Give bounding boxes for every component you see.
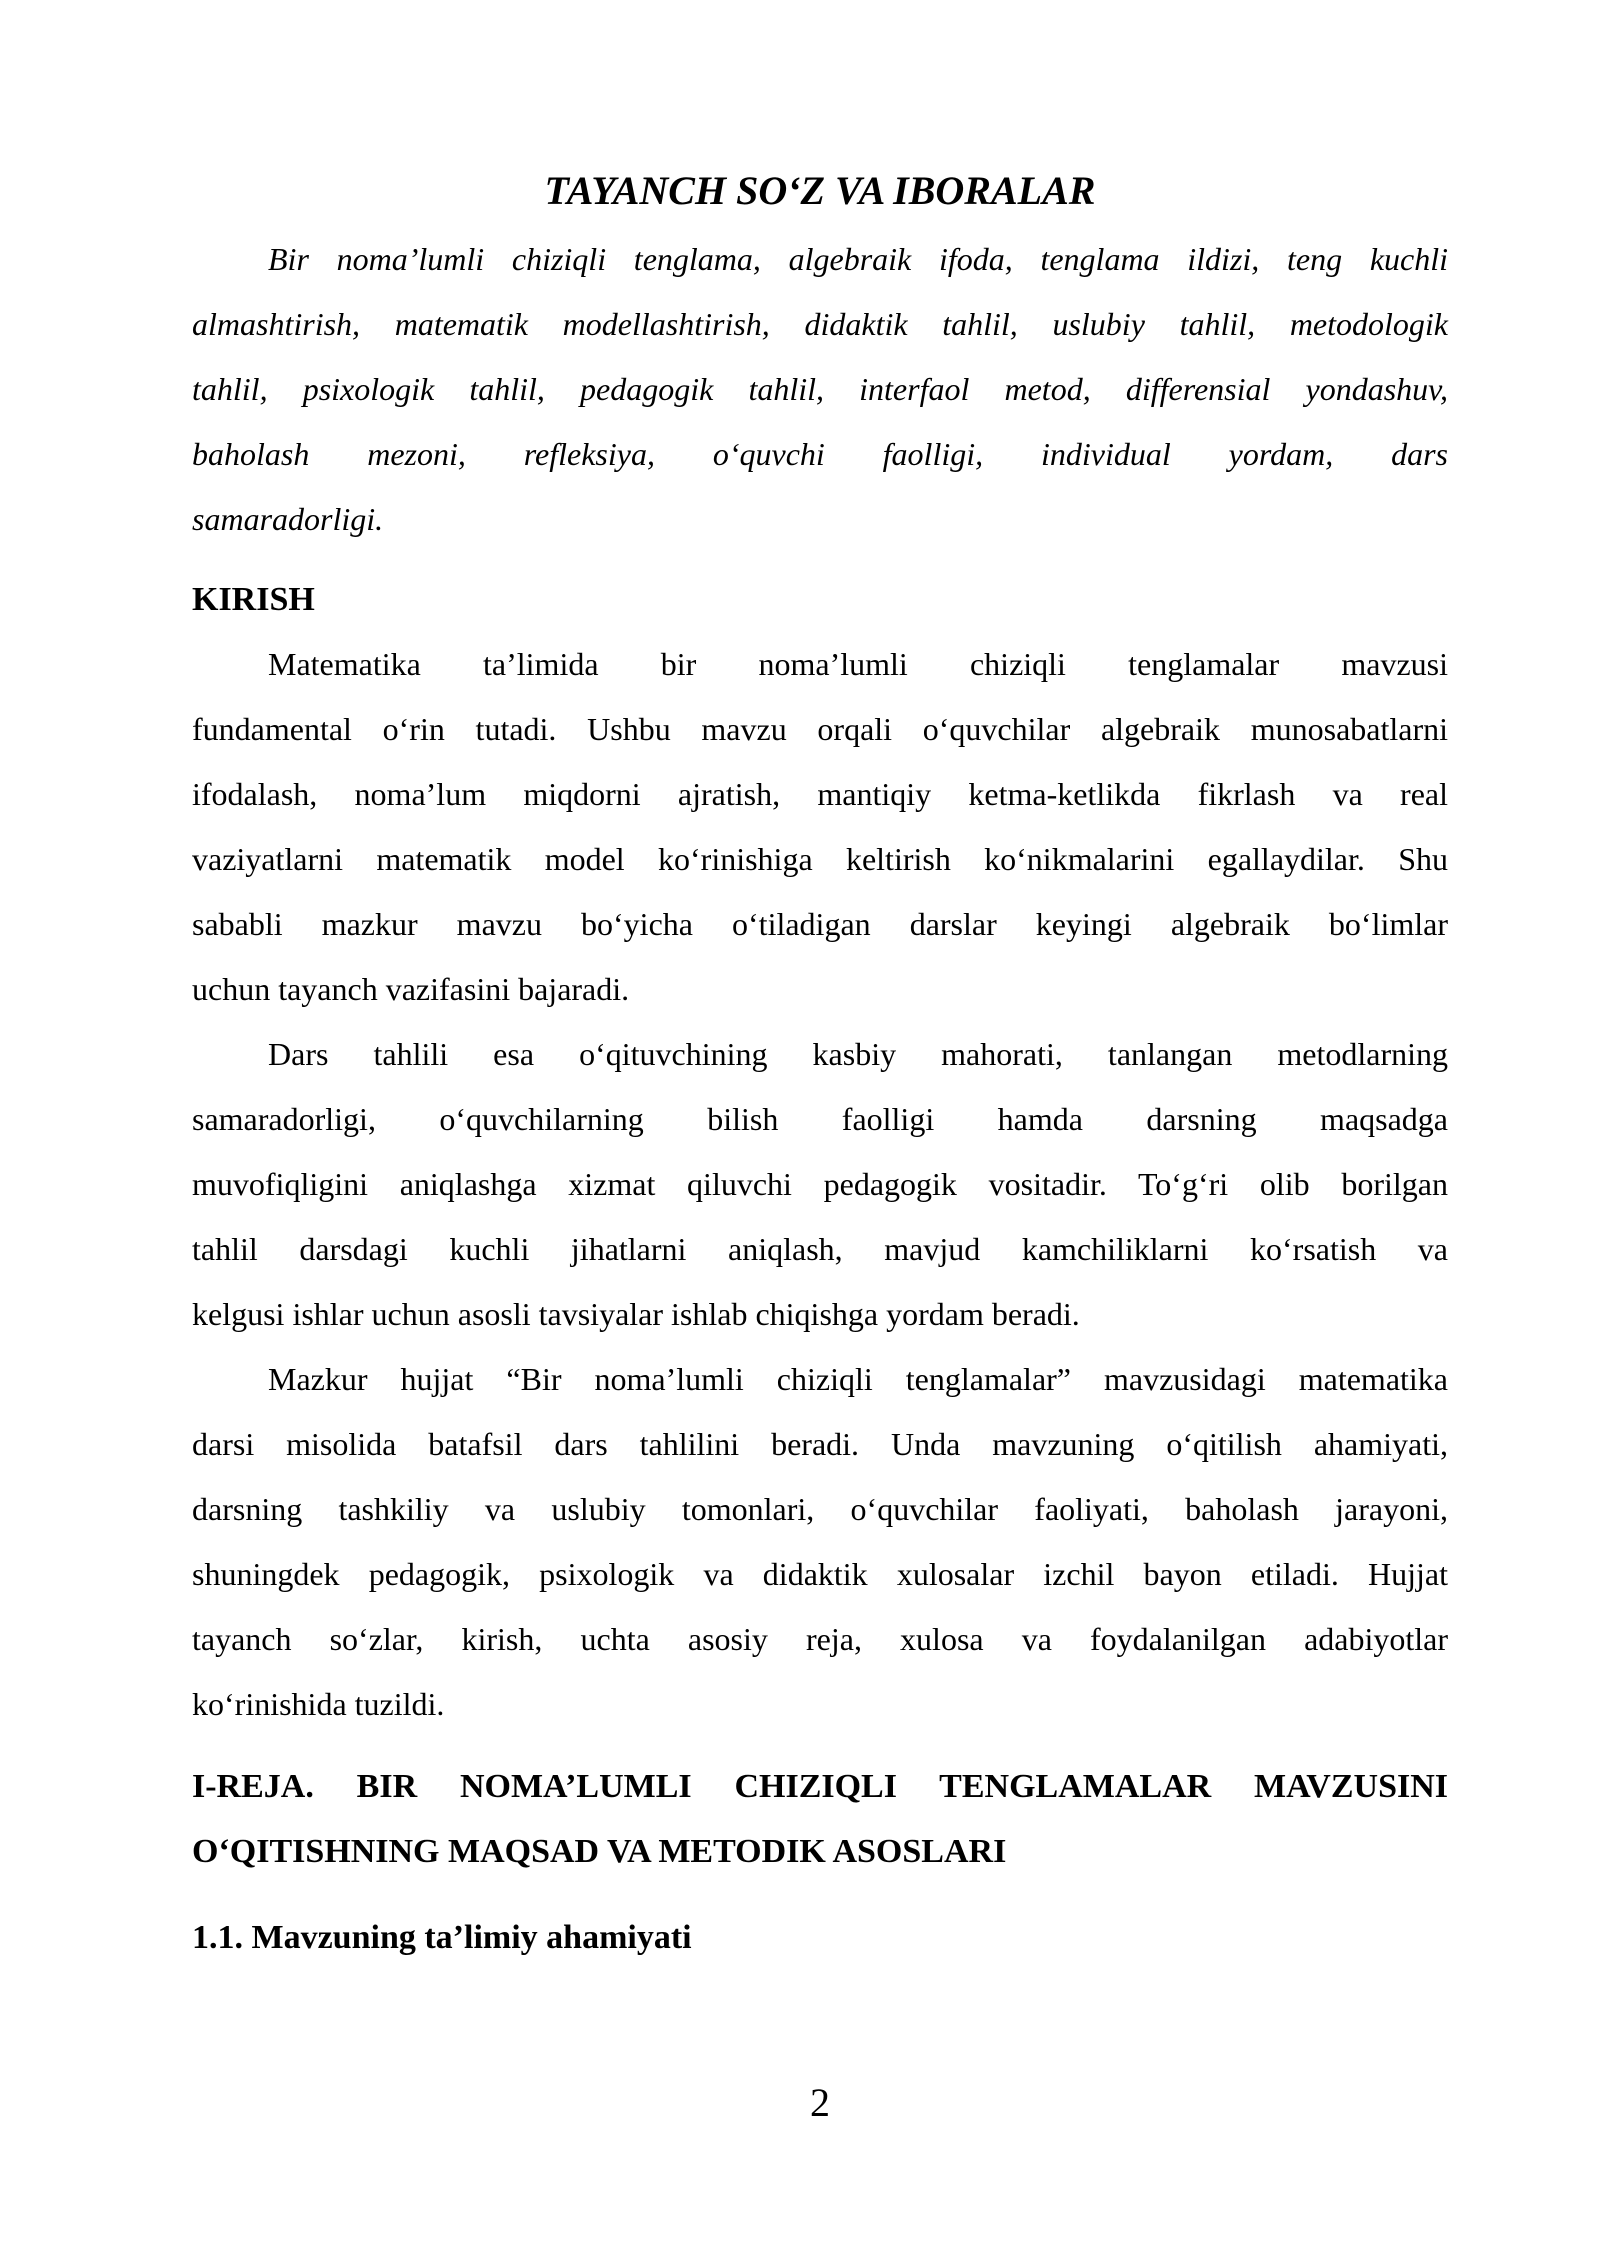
paragraph-line: sababli mazkur mavzu boʻyicha oʻtiladigan darslar keyingi algebraik boʻlimlar (192, 906, 1448, 942)
heading-subsection: 1.1. Mavzuning ta’limiy ahamiyati (192, 1919, 692, 1956)
paragraph-line: ifodalash, noma’lum miqdorni ajratish, mantiqiy ketma-ketlikda fikrlash va real (192, 776, 1448, 812)
document-title: TAYANCH SOʻZ VA IBORALAR (544, 168, 1096, 213)
keywords-line: tahlil, psixologik tahlil, pedagogik tahlil, interfaol metod, differensial yondashuv, (192, 371, 1448, 407)
heading-reja-line1: I-REJA. BIR NOMA’LUMLI CHIZIQLI TENGLAMALAR MAVZUSINI (192, 1768, 1448, 1805)
paragraph-line: Matematika ta’limida bir noma’lumli chiziqli tenglamalar mavzusi (268, 646, 1448, 682)
paragraph-line: koʻrinishida tuzildi. (192, 1686, 445, 1722)
keywords-paragraph (192, 227, 1448, 552)
paragraph-line: vaziyatlarni matematik model koʻrinishiga keltirish koʻnikmalarini egallaydilar. Shu (192, 841, 1448, 877)
keywords-line: almashtirish, matematik modellashtirish, didaktik tahlil, uslubiy tahlil, metodologik (192, 306, 1448, 342)
paragraph-line: muvofiqligini aniqlashga xizmat qiluvchi pedagogik vositadir. Toʻgʻri olib borilgan (192, 1166, 1448, 1202)
paragraph-line: Dars tahlili esa oʻqituvchining kasbiy mahorati, tanlangan metodlarning (268, 1036, 1448, 1072)
keywords-line: samaradorligi. (192, 501, 384, 537)
intro-paragraph (192, 632, 1448, 1022)
paragraph-line: samaradorligi, oʻquvchilarning bilish faolligi hamda darsning maqsadga (192, 1101, 1448, 1137)
paragraph-line: fundamental oʻrin tutadi. Ushbu mavzu orqali oʻquvchilar algebraik munosabatlarni (192, 711, 1448, 747)
paragraph-line: shuningdek pedagogik, psixologik va didaktik xulosalar izchil bayon etiladi. Hujjat (192, 1556, 1448, 1592)
paragraph-line: uchun tayanch vazifasini bajaradi. (192, 971, 630, 1007)
paragraph-line: darsning tashkiliy va uslubiy tomonlari, oʻquvchilar faoliyati, baholash jarayoni, (192, 1491, 1448, 1527)
paragraph-line: tayanch soʻzlar, kirish, uchta asosiy reja, xulosa va foydalanilgan adabiyotlar (192, 1621, 1448, 1657)
heading-reja (192, 1754, 1448, 1884)
keywords-line: Bir noma’lumli chiziqli tenglama, algebraik ifoda, tenglama ildizi, teng kuchli (268, 241, 1448, 277)
overview-paragraph (192, 1347, 1448, 1737)
paragraph-line: tahlil darsdagi kuchli jihatlarni aniqlash, mavjud kamchiliklarni koʻrsatish va (192, 1231, 1448, 1267)
paragraph-line: kelgusi ishlar uchun asosli tavsiyalar ishlab chiqishga yordam beradi. (192, 1296, 1080, 1332)
analysis-paragraph (192, 1022, 1448, 1347)
heading-kirish: KIRISH (192, 581, 315, 618)
heading-reja-line2: OʻQITISHNING MAQSAD VA METODIK ASOSLARI (192, 1833, 1007, 1870)
paragraph-line: Mazkur hujjat “Bir noma’lumli chiziqli tenglamalar” mavzusidagi matematika (268, 1361, 1448, 1397)
page-number: 2 (810, 2080, 830, 2125)
keywords-line: baholash mezoni, refleksiya, oʻquvchi faolligi, individual yordam, dars (192, 436, 1448, 472)
paragraph-line: darsi misolida batafsil dars tahlilini beradi. Unda mavzuning oʻqitilish ahamiyati, (192, 1426, 1448, 1462)
